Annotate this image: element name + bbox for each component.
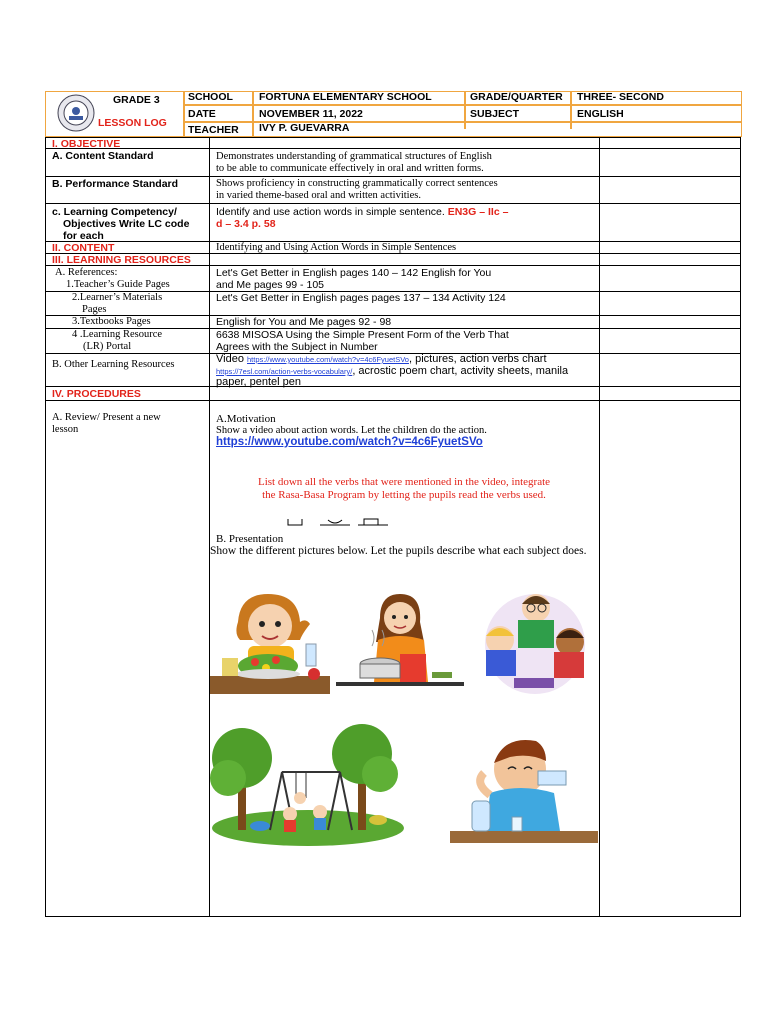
rasa-basa-symbols [286, 513, 396, 529]
other-resources-line3: paper, pentel pen [216, 376, 302, 388]
content-heading: II. CONTENT [52, 242, 115, 254]
other-resources-line1: Video https://www.youtube.com/watch?v=4c6FyuetSVo, pictures, action verbs chart [216, 353, 547, 365]
procedures-heading: IV. PROCEDURES [52, 388, 141, 400]
teachers-guide-label: 1.Teacher’s Guide Pages [66, 279, 170, 290]
lr-portal-line2: Agrees with the Subject in Number [216, 341, 378, 353]
date-label: DATE [188, 108, 216, 120]
deped-seal-logo [57, 94, 95, 132]
school-value: FORTUNA ELEMENTARY SCHOOL [259, 91, 432, 103]
learners-materials-label-2: Pages [82, 304, 107, 315]
boy-drinking-picture [450, 735, 598, 843]
resources-heading: III. LEARNING RESOURCES [52, 254, 191, 266]
presentation-text: Show the different pictures below. Let the pupils describe what each subject does. [210, 545, 587, 557]
subject-value: ENGLISH [577, 108, 624, 120]
7esl-link[interactable]: https://7esl.com/action-verbs-vocabulary/ [216, 367, 353, 376]
teachers-guide-line1: Let's Get Better in English pages 140 – 142 English for You [216, 267, 492, 279]
competency-text: Identify and use action words in simple sentence. EN3G – IIc – [216, 206, 509, 218]
content-standard-label: A. Content Standard [52, 150, 154, 162]
lesson-log-title: LESSON LOG [98, 117, 167, 129]
performance-standard-line2: in varied theme-based oral and written activities. [216, 190, 421, 201]
objective-heading: I. OBJECTIVE [52, 138, 121, 150]
grade-quarter-value: THREE- SECOND [577, 91, 664, 103]
teacher-value: IVY P. GUEVARRA [259, 122, 350, 134]
learners-materials-text: Let's Get Better in English pages pages 137 – 134 Activity 124 [216, 292, 506, 304]
other-resources-line2: https://7esl.com/action-verbs-vocabulary/, acrostic poem chart, activity sheets, manila [216, 365, 569, 377]
competency-label-3: for each [63, 230, 104, 242]
woman-cooking-picture [336, 590, 464, 694]
review-label-2: lesson [52, 424, 79, 435]
lr-portal-line1: 6638 MISOSA Using the Simple Present Form of the Verb That [216, 329, 509, 341]
teachers-guide-line2: and Me pages 99 - 105 [216, 279, 324, 291]
motivation-title: A.Motivation [216, 413, 276, 425]
list-verbs-line2: the Rasa-Basa Program by letting the pupils read the verbs used. [262, 489, 546, 501]
competency-code-1: EN3G – IIc – [447, 206, 509, 218]
list-verbs-line1: List down all the verbs that were mentioned in the video, integrate [257, 476, 551, 488]
review-label-1: A. Review/ Present a new [52, 412, 161, 423]
references-label: A. References: [55, 267, 118, 278]
presentation-title: B. Presentation [216, 533, 284, 545]
competency-code-2: d – 3.4 p. 58 [216, 218, 276, 230]
content-standard-line1: Demonstrates understanding of grammatical structures of English [216, 151, 492, 162]
children-reading-picture [474, 586, 596, 694]
grade-quarter-label: GRADE/QUARTER [470, 91, 563, 103]
school-label: SCHOOL [188, 91, 233, 103]
performance-standard-label: B. Performance Standard [52, 178, 179, 190]
grade-label: GRADE 3 [113, 94, 160, 106]
lr-portal-label-2: (LR) Portal [83, 341, 132, 352]
content-text: Identifying and Using Action Words in Simple Sentences [216, 242, 457, 253]
textbooks-text: English for You and Me pages 92 - 98 [216, 316, 392, 328]
video-link[interactable]: https://www.youtube.com/watch?v=4c6FyuetSVo [247, 355, 409, 364]
date-value: NOVEMBER 11, 2022 [259, 108, 363, 120]
subject-label: SUBJECT [470, 108, 520, 120]
kids-playing-park-picture [210, 718, 406, 846]
lr-portal-label-1: 4 .Learning Resource [72, 329, 163, 340]
other-resources-label: B. Other Learning Resources [52, 359, 175, 370]
motivation-video-link[interactable]: https://www.youtube.com/watch?v=4c6FyuetSVo [216, 436, 483, 448]
learners-materials-label-1: 2.Learner’s Materials [72, 292, 163, 303]
performance-standard-line1: Shows proficiency in constructing grammatically correct sentences [216, 178, 498, 189]
competency-label-2: Objectives Write LC code [63, 218, 190, 230]
teacher-label: TEACHER [188, 124, 239, 136]
competency-label-1: c. Learning Competency/ [52, 206, 177, 218]
textbooks-label: 3.Textbooks Pages [72, 316, 151, 327]
girl-eating-picture [210, 588, 330, 694]
content-standard-line2: to be able to communicate effectively in oral and written forms. [216, 163, 484, 174]
motivation-text: Show a video about action words. Let the children do the action. [216, 425, 487, 436]
